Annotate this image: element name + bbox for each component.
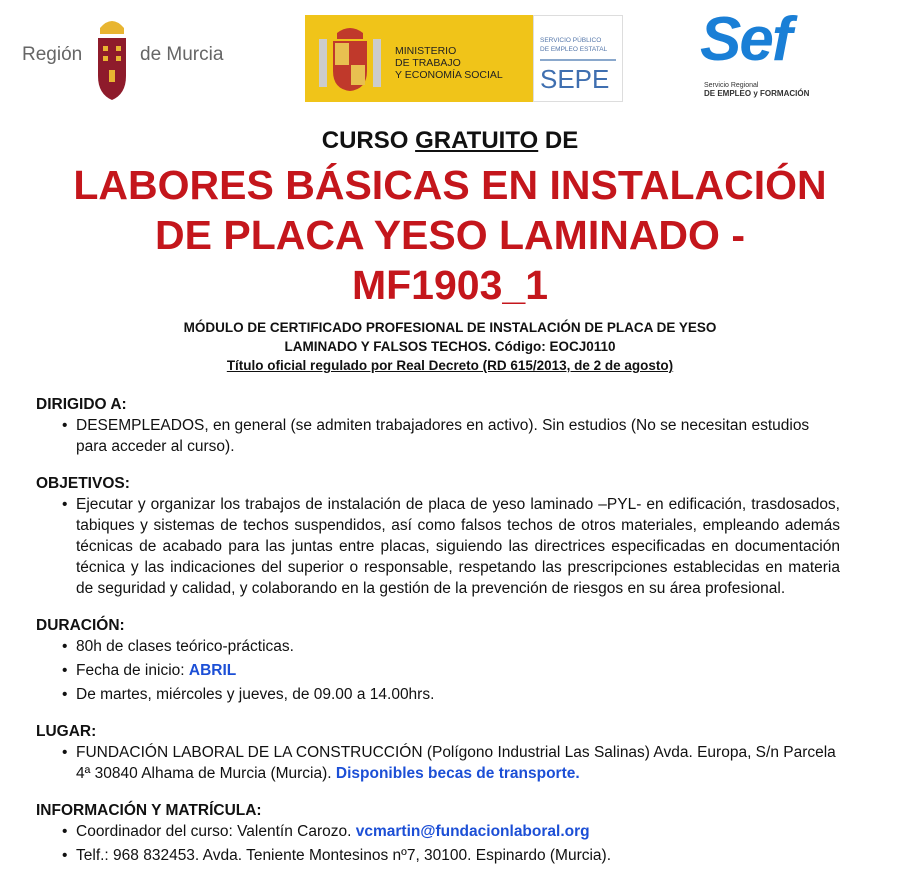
module-line: MÓDULO DE CERTIFICADO PROFESIONAL DE INSTALACIÓN DE PLACA DE YESO [183, 320, 717, 335]
section-title: OBJETIVOS: [36, 475, 130, 492]
module-line: LAMINADO Y FALSOS TECHOS. Código: EOCJ0110 [284, 339, 616, 354]
official-title: Título oficial regulado por Real Decreto (RD 615/2013, de 2 de agosto) [226, 358, 674, 373]
text: FUNDACIÓN LABORAL DE LA CONSTRUCCIÓN (Polígono Industrial Las Salinas) Avda. Europa, S/n Parcela 4ª 30840 Alhama de Murcia (Murcia). [76, 744, 836, 782]
text: Fecha de inicio: [76, 662, 189, 679]
list-item [76, 660, 840, 681]
logo-text: DE EMPLEO ESTATAL [540, 46, 608, 53]
course-label [0, 126, 900, 156]
section-title: DIRIGIDO A: [36, 396, 127, 413]
sepe-subtitle [540, 36, 607, 54]
spain-coat-of-arms-icon [315, 25, 385, 93]
logo-text: Región [22, 44, 83, 65]
email-link[interactable]: vcmartin@fundacionlaboral.org [355, 823, 590, 840]
course-details [36, 394, 840, 882]
sef-wordmark: Sef [700, 5, 791, 74]
ministerio-text [395, 45, 503, 81]
section-info [36, 800, 840, 866]
section-title: LUGAR: [36, 723, 97, 740]
logo-text: Y ECONOMÍA SOCIAL [395, 69, 503, 81]
transport-note: Disponibles becas de transporte. [335, 765, 580, 782]
list-item: • DESEMPLEADOS, en general (se admiten trabajadores en activo). Sin estudios (No se necesitan estudios para acceder al curso). [76, 415, 840, 457]
section-title: DURACIÓN: [36, 617, 125, 634]
logo-text: de Murcia [140, 44, 224, 65]
list-item: • 80h de clases teórico-prácticas. [76, 636, 840, 657]
text: CURSO [321, 127, 416, 154]
logo-text: DE EMPLEO y FORMACIÓN [704, 89, 810, 98]
section-objetivos [36, 473, 840, 599]
section-dirigido [36, 394, 840, 457]
region-murcia-logo [22, 14, 232, 102]
list-item [76, 821, 840, 842]
murcia-shield-icon [92, 14, 132, 102]
sef-logo [700, 5, 830, 102]
section-lugar [36, 721, 840, 784]
text: DE [538, 127, 579, 154]
logo-text: DE TRABAJO [395, 57, 461, 69]
sepe-wordmark: SEPE [540, 64, 610, 94]
free-label: GRATUITO [415, 127, 539, 154]
title-line: DE PLACA YESO LAMINADO - [155, 212, 745, 258]
course-header [0, 126, 900, 375]
list-item: • Ejecutar y organizar los trabajos de instalación de placa de yeso laminado –PYL- en edificación, trasdosados, tabiques y sistemas de techos suspendidos, así como falsos techos de otros materiales, empleando además técnicas de acabado para las juntas entre placas, siguiendo las directrices especificadas en documentación técnica y las indicaciones del superior o responsable, respetando las prescripciones establecidas en materia de seguridad y calidad, y colaborando en la gestión de la prevención de riesgos en su área profesional. [76, 494, 840, 599]
logo-text: Servicio Regional [704, 82, 759, 89]
module-info [0, 318, 900, 375]
start-date: ABRIL [188, 662, 237, 679]
text: Coordinador del curso: Valentín Carozo. [76, 823, 356, 840]
logo-text: MINISTERIO [395, 45, 457, 57]
section-title: INFORMACIÓN Y MATRÍCULA: [36, 802, 262, 819]
list-item: • De martes, miércoles y jueves, de 09.00 a 14.00hrs. [76, 684, 840, 705]
divider [540, 59, 616, 61]
list-item [76, 742, 840, 784]
list-item: • Telf.: 968 832453. Avda. Teniente Montesinos nº7, 30100. Espinardo (Murcia). [76, 845, 840, 866]
section-duracion [36, 615, 840, 705]
title-line: LABORES BÁSICAS EN INSTALACIÓN [73, 162, 827, 208]
course-title [0, 160, 900, 310]
title-line: MF1903_1 [351, 262, 548, 308]
ministerio-sepe-logo [305, 15, 623, 102]
logo-bar [0, 0, 900, 110]
logo-text: SERVICIO PÚBLICO [540, 37, 602, 44]
